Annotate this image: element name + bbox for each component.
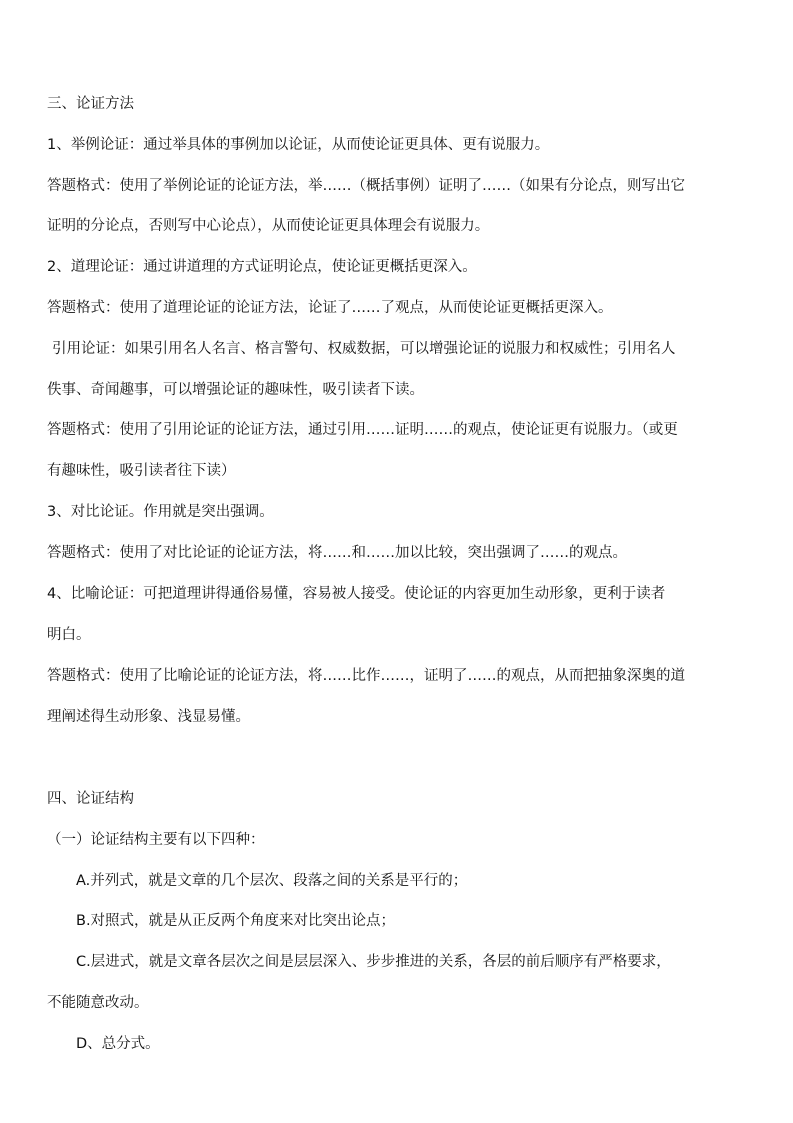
answer-format-example-cont: 证明的分论点，否则写中心论点），从而使论证更具体理会有说服力。 [47,218,490,234]
answer-format-citation-cont: 有趣味性，吸引读者往下读） [47,463,236,479]
structure-contrast: B.对照式，就是从正反两个角度来对比突出论点； [76,913,396,929]
method-metaphor-argument: 4、比喻论证：可把道理讲得通俗易懂，容易被人接受。使论证的内容更加生动形象，更利于读者 [47,586,666,602]
method-example-argument: 1、举例论证：通过举具体的事例加以论证，从而使论证更具体、更有说服力。 [47,137,550,153]
structure-parallel: A.并列式，就是文章的几个层次、段落之间的关系是平行的； [76,873,468,889]
method-citation-argument-cont: 佚事、奇闻趣事，可以增强论证的趣味性，吸引读者下读。 [47,382,424,398]
method-reasoning-argument: 2、道理论证：通过讲道理的方式证明论点，使论证更概括更深入。 [47,259,477,275]
answer-format-reasoning: 答题格式：使用了道理论证的论证方法，论证了……了观点，从而使论证更概括更深入。 [47,300,613,316]
section-heading-argument-methods: 三、论证方法 [47,96,134,112]
method-contrast-argument: 3、对比论证。作用就是突出强调。 [47,504,274,520]
method-citation-argument: 引用论证：如果引用名人名言、格言警句、权威数据，可以增强论证的说服力和权威性；引用名人 [52,341,676,357]
answer-format-contrast: 答题格式：使用了对比论证的论证方法，将……和……加以比较，突出强调了……的观点。 [47,545,627,561]
structure-general-specific: D、总分式。 [76,1036,160,1052]
answer-format-example: 答题格式：使用了举例论证的论证方法，举……（概括事例）证明了……（如果有分论点，则写出它 [47,178,685,194]
method-metaphor-argument-cont: 明白。 [47,627,91,643]
answer-format-metaphor: 答题格式：使用了比喻论证的论证方法，将……比作……，证明了……的观点，从而把抽象深奥的道 [47,668,685,684]
answer-format-metaphor-cont: 理阐述得生动形象、浅显易懂。 [47,709,250,725]
section-heading-argument-structure: 四、论证结构 [47,791,134,807]
structure-progressive-cont: 不能随意改动。 [47,995,149,1011]
structure-intro: （一）论证结构主要有以下四种： [47,832,265,848]
structure-progressive: C.层进式，就是文章各层次之间是层层深入、步步推进的关系，各层的前后顺序有严格要求， [76,954,671,970]
answer-format-citation: 答题格式：使用了引用论证的论证方法，通过引用……证明……的观点，使论证更有说服力。（或更 [47,422,678,438]
